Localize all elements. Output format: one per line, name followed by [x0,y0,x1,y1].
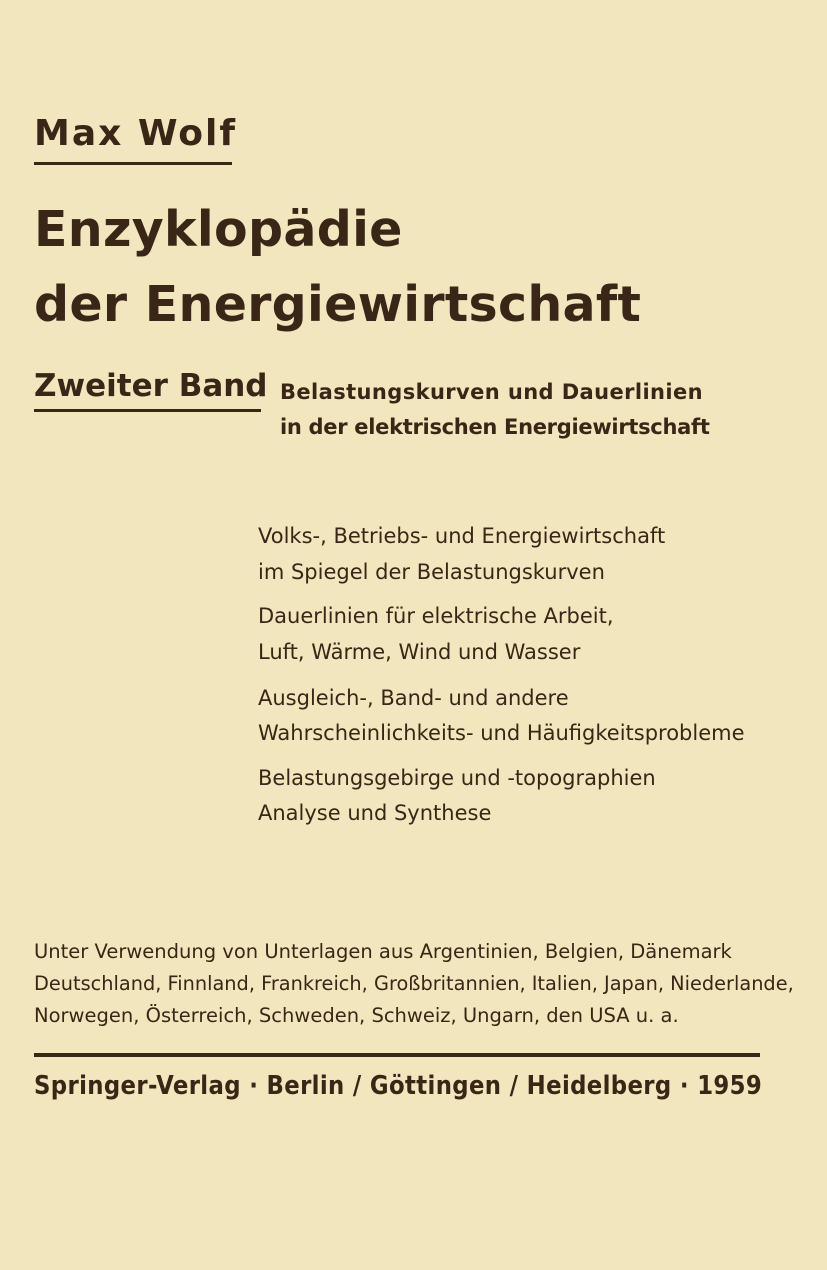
publisher-imprint: Springer-Verlag · Berlin / Göttingen / Heidelberg · 1959 [34,1071,763,1101]
author-name: Max Wolf [34,113,238,154]
book-title-line-1: Enzyklopädie [34,201,403,258]
volume-label: Zweiter Band [34,368,268,404]
topic-line: Analyse und Synthese [258,801,492,825]
topic-line: Ausgleich-, Band- und andere [258,686,569,710]
volume-subtitle-line-1: Belastungskurven und Dauerlinien [280,380,703,404]
sources-line: Deutschland, Finnland, Frankreich, Großbritannien, Italien, Japan, Niederlande, [34,972,794,995]
topic-line: Volks-, Betriebs- und Energiewirtschaft [258,524,666,548]
publisher-rule [34,1053,760,1057]
topic-line: im Spiegel der Belastungskurven [258,560,605,584]
sources-line: Norwegen, Österreich, Schweden, Schweiz, Ungarn, den USA u. a. [34,1004,679,1027]
author-underline [34,162,232,165]
sources-line: Unter Verwendung von Unterlagen aus Argentinien, Belgien, Dänemark [34,940,732,963]
volume-subtitle-line-2: in der elektrischen Energiewirtschaft [280,415,710,439]
topic-line: Luft, Wärme, Wind und Wasser [258,640,581,664]
book-title-line-2: der Energiewirtschaft [34,276,642,333]
topic-line: Wahrscheinlichkeits- und Häufigkeitsprobleme [258,721,745,745]
topic-line: Dauerlinien für elektrische Arbeit, [258,604,614,628]
volume-underline [34,409,261,412]
topic-line: Belastungsgebirge und -topographien [258,766,656,790]
